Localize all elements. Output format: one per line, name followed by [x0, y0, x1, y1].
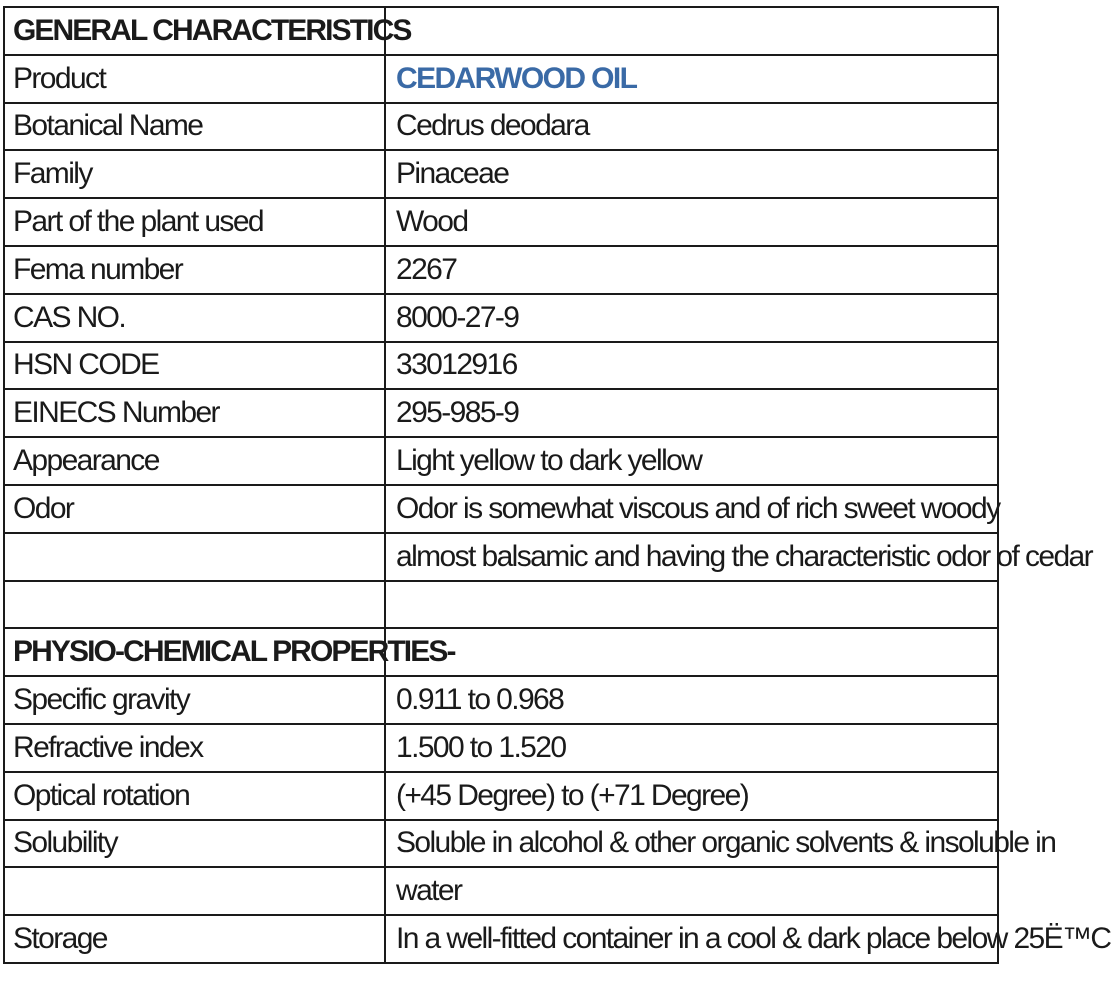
row-value: water	[385, 867, 998, 915]
row-value: Soluble in alcohol & other organic solvents & insoluble in	[385, 820, 998, 868]
row-value: Cedrus deodara	[385, 103, 998, 151]
row-value: almost balsamic and having the characteristic odor of cedar	[385, 533, 998, 581]
row-label: Fema number	[4, 246, 385, 294]
row-label	[4, 867, 385, 915]
row-value	[385, 7, 998, 55]
table-row	[4, 915, 998, 963]
row-label: Appearance	[4, 437, 385, 485]
row-value: Odor is somewhat viscous and of rich sweet woody	[385, 485, 998, 533]
row-label: Optical rotation	[4, 772, 385, 820]
row-label: Family	[4, 150, 385, 198]
table-row	[4, 628, 998, 676]
row-label	[4, 581, 385, 629]
section-heading-physio-chemical: PHYSIO-CHEMICAL PROPERTIES-	[4, 628, 385, 676]
section-heading-general: GENERAL CHARACTERISTICS	[4, 7, 385, 55]
table-row	[4, 7, 998, 55]
row-value: 0.911 to 0.968	[385, 676, 998, 724]
row-label: Solubility	[4, 820, 385, 868]
row-label: EINECS Number	[4, 389, 385, 437]
row-value	[385, 628, 998, 676]
row-label: Odor	[4, 485, 385, 533]
row-value: 8000-27-9	[385, 294, 998, 342]
row-label	[4, 533, 385, 581]
table-row	[4, 389, 998, 437]
row-value: 1.500 to 1.520	[385, 724, 998, 772]
characteristics-table	[3, 6, 1111, 964]
table-row	[4, 150, 998, 198]
row-value: In a well-fitted container in a cool & dark place below 25Ë™C	[385, 915, 998, 963]
row-label: HSN CODE	[4, 342, 385, 390]
table-row	[4, 772, 998, 820]
row-label: Product	[4, 55, 385, 103]
table-row	[4, 533, 998, 581]
row-value: Wood	[385, 198, 998, 246]
row-label: Specific gravity	[4, 676, 385, 724]
table-row	[4, 342, 998, 390]
row-value: Light yellow to dark yellow	[385, 437, 998, 485]
table-row	[4, 55, 998, 103]
table-row	[4, 724, 998, 772]
table-row	[4, 676, 998, 724]
row-label: Part of the plant used	[4, 198, 385, 246]
table-row	[4, 294, 998, 342]
row-label: Refractive index	[4, 724, 385, 772]
row-value: (+45 Degree) to (+71 Degree)	[385, 772, 998, 820]
row-value	[385, 581, 998, 629]
table-row	[4, 867, 998, 915]
table-row	[4, 198, 998, 246]
row-label: Storage	[4, 915, 385, 963]
table-row	[4, 485, 998, 533]
table-row	[4, 246, 998, 294]
table-row	[4, 103, 998, 151]
row-label: Botanical Name	[4, 103, 385, 151]
table-row	[4, 581, 998, 629]
row-value: Pinaceae	[385, 150, 998, 198]
table-row	[4, 437, 998, 485]
characteristics-table-body	[4, 7, 1111, 963]
row-label: CAS NO.	[4, 294, 385, 342]
table-row	[4, 820, 998, 868]
row-value: 33012916	[385, 342, 998, 390]
row-value: 2267	[385, 246, 998, 294]
row-value: 295-985-9	[385, 389, 998, 437]
product-name: CEDARWOOD OIL	[385, 55, 998, 103]
